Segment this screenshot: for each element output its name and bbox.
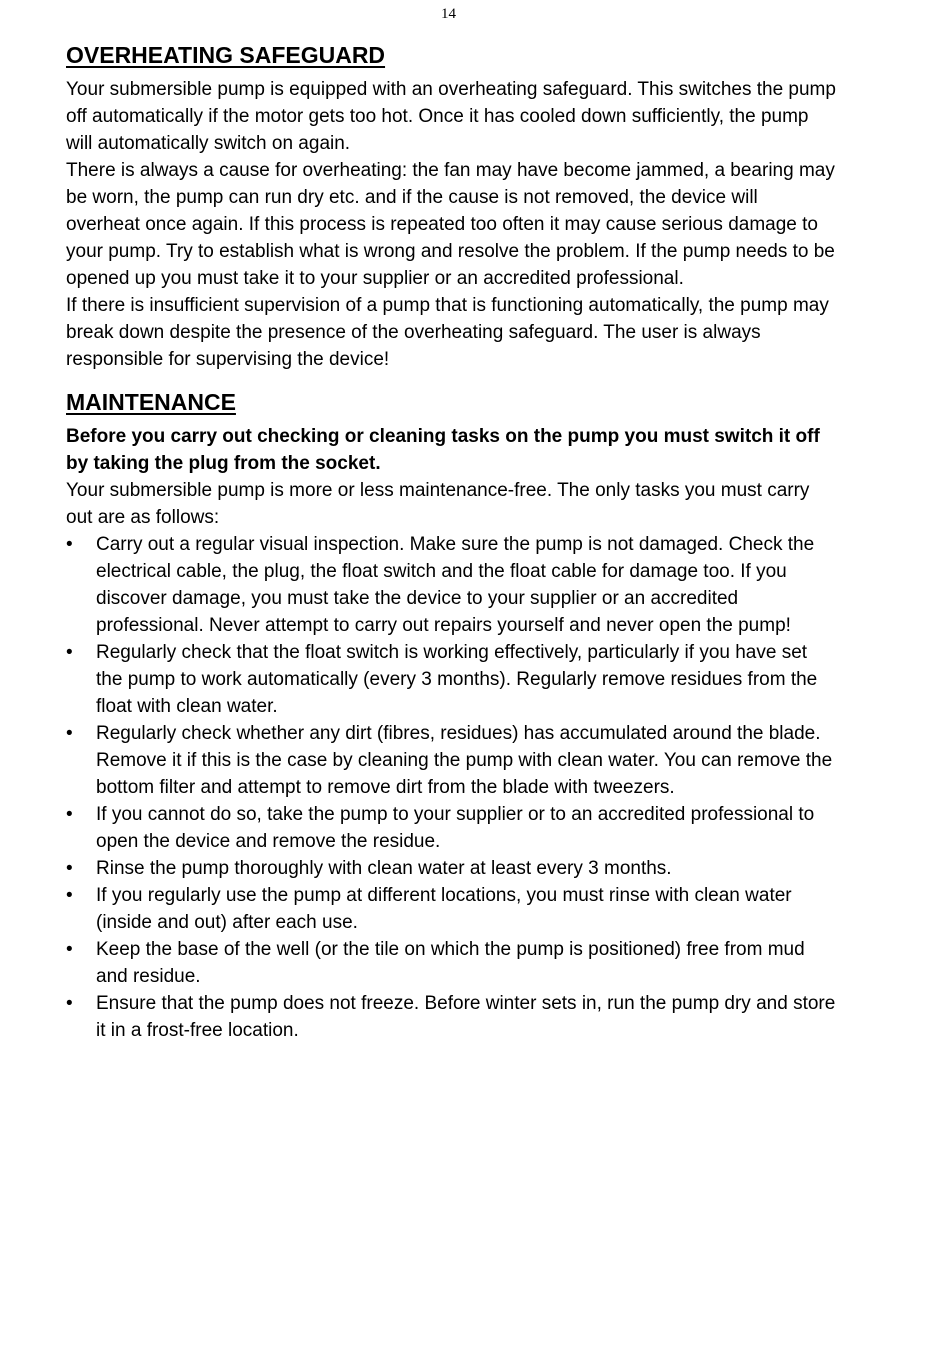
- maintenance-heading: MAINTENANCE: [66, 389, 236, 415]
- overheating-heading: OVERHEATING SAFEGUARD: [66, 42, 386, 68]
- list-item: [66, 936, 836, 990]
- bullet-icon: •: [66, 804, 73, 825]
- maintenance-intro: Your submersible pump is more or less maintenance-free. The only tasks you must carry out are as follows:: [66, 480, 810, 528]
- list-item-text: Keep the base of the well (or the tile on which the pump is positioned) free from mud and residue.: [96, 939, 805, 987]
- bullet-icon: •: [66, 858, 73, 879]
- list-item-text: Regularly check that the float switch is working effectively, particularly if you have set the pump to work automatically (every 3 months). Regularly remove residues from the float with clean water.: [96, 642, 818, 717]
- maintenance-task-list: [66, 531, 836, 1044]
- bullet-icon: •: [66, 534, 73, 555]
- bullet-icon: •: [66, 939, 73, 960]
- list-item-text: Ensure that the pump does not freeze. Before winter sets in, run the pump dry and store it in a frost-free location.: [96, 993, 836, 1041]
- overheating-paragraph-2: There is always a cause for overheating: the fan may have become jammed, a bearing may be worn, the pump can run dry etc. and if the cause is not removed, the device will overheat once again. If this process is repeated too often it may cause serious damage to your pump. Try to establish what is wrong and resolve the problem. If the pump needs to be opened up you must take it to your supplier or an accredited professional.: [66, 160, 835, 289]
- list-item-text: If you regularly use the pump at different locations, you must rinse with clean water (inside and out) after each use.: [96, 885, 792, 933]
- page-number: 14: [441, 6, 456, 22]
- bullet-icon: •: [66, 642, 73, 663]
- bullet-icon: •: [66, 723, 73, 744]
- bullet-icon: •: [66, 993, 73, 1014]
- list-item: [66, 855, 836, 882]
- overheating-paragraph-1: Your submersible pump is equipped with an overheating safeguard. This switches the pump off automatically if the motor gets too hot. Once it has cooled down sufficiently, the pump will automatically switch on again.: [66, 79, 836, 154]
- list-item-text: If you cannot do so, take the pump to your supplier or to an accredited professional to open the device and remove the residue.: [96, 804, 815, 852]
- maintenance-warning: Before you carry out checking or cleaning tasks on the pump you must switch it off by taking the plug from the socket.: [66, 426, 820, 474]
- list-item-text: Regularly check whether any dirt (fibres, residues) has accumulated around the blade. Remove it if this is the case by cleaning the pump with clean water. You can remove the bottom filter and attempt to remove dirt from the blade with tweezers.: [96, 723, 833, 798]
- bullet-icon: •: [66, 885, 73, 906]
- list-item-text: Carry out a regular visual inspection. Make sure the pump is not damaged. Check the electrical cable, the plug, the float switch and the float cable for damage too. If you discover damage, you must take the device to your supplier or an accredited professional. Never attempt to carry out repairs yourself and never open the pump!: [96, 534, 815, 636]
- overheating-paragraph-3: If there is insufficient supervision of a pump that is functioning automatically, the pump may break down despite the presence of the overheating safeguard. The user is always responsible for supervising the device!: [66, 295, 829, 370]
- list-item: [66, 639, 836, 720]
- list-item: [66, 990, 836, 1044]
- list-item: [66, 531, 836, 639]
- list-item-text: Rinse the pump thoroughly with clean water at least every 3 months.: [96, 858, 672, 879]
- list-item: [66, 882, 836, 936]
- document-body: [66, 40, 836, 1044]
- list-item: [66, 720, 836, 801]
- list-item: [66, 801, 836, 855]
